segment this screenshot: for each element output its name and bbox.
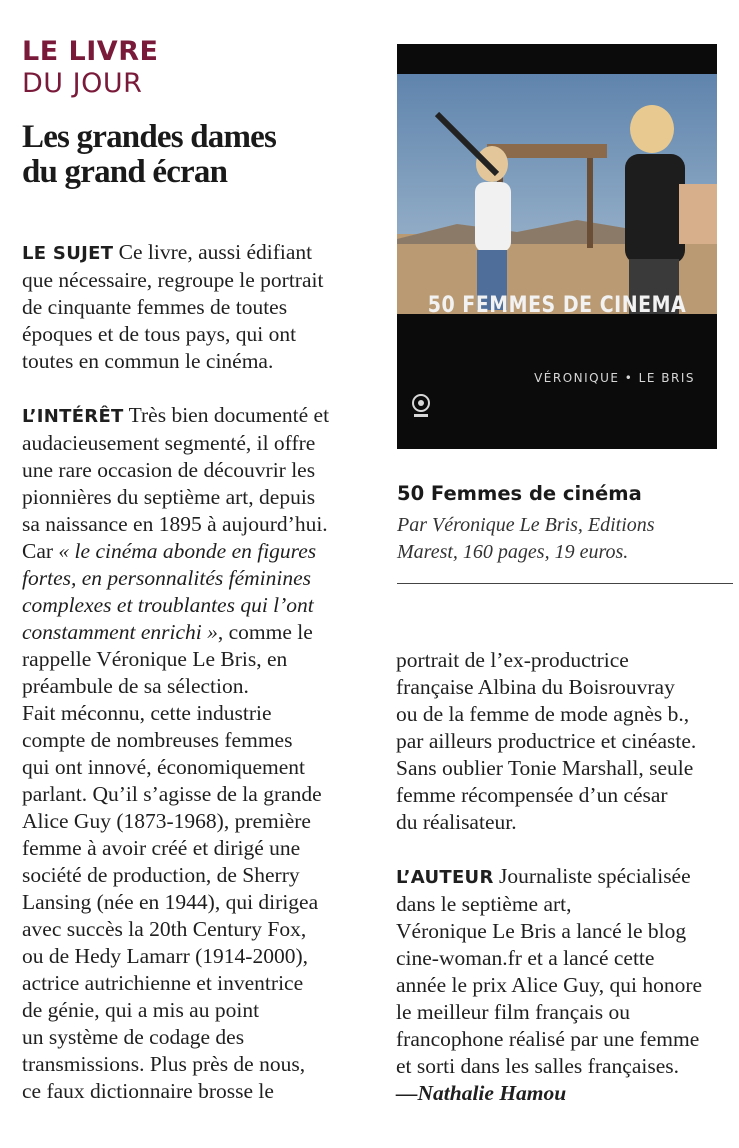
text-line: portrait de l’ex-productrice bbox=[396, 648, 629, 672]
right-column bbox=[396, 647, 739, 1107]
text-line: Sans oublier Tonie Marshall, seule bbox=[396, 756, 694, 780]
text-line: Ce livre, aussi édifiant bbox=[113, 240, 313, 264]
text-line: sa naissance en 1895 à aujourd’hui. bbox=[22, 512, 328, 536]
text-line: Très bien documenté et bbox=[123, 403, 330, 427]
text-line: parlant. Qu’il s’agisse de la grande bbox=[22, 782, 322, 806]
caption-divider bbox=[397, 583, 733, 584]
text-line: toutes en commun le cinéma. bbox=[22, 349, 274, 373]
text-line: année le prix Alice Guy, qui honore bbox=[396, 973, 703, 997]
text-line: de cinquante femmes de toutes bbox=[22, 295, 288, 319]
quote-line: complexes et troublantes qui l’ont bbox=[22, 593, 314, 617]
text-line: Journaliste spécialisée bbox=[493, 864, 691, 888]
text-line: par ailleurs productrice et cinéaste. bbox=[396, 729, 697, 753]
publisher-logo-icon bbox=[407, 392, 435, 420]
book-cover-image bbox=[397, 44, 717, 449]
quote-line: « le cinéma abonde en figures bbox=[58, 539, 317, 563]
text-line: actrice autrichienne et inventrice bbox=[22, 971, 304, 995]
interest-lead: L’INTÉRÊT bbox=[22, 406, 124, 427]
text-line: avec succès la 20th Century Fox, bbox=[22, 917, 307, 941]
text-line: que nécessaire, regroupe le portrait bbox=[22, 268, 324, 292]
text-line: transmissions. Plus près de nous, bbox=[22, 1052, 306, 1076]
text-line: société de production, de Sherry bbox=[22, 863, 300, 887]
text-line: Alice Guy (1873-1968), première bbox=[22, 809, 311, 833]
text-line: de génie, qui a mis au point bbox=[22, 998, 260, 1022]
text-line: française Albina du Boisrouvray bbox=[396, 675, 675, 699]
cover-title: 50 FEMMES DE CINEMA bbox=[427, 292, 687, 318]
text-line: Car bbox=[22, 539, 59, 563]
text-line: époques et de tous pays, qui ont bbox=[22, 322, 297, 346]
author-lead: L’AUTEUR bbox=[396, 867, 494, 888]
kicker-line-2: DU JOUR bbox=[22, 68, 143, 99]
text-line: dans le septième art, bbox=[396, 892, 572, 916]
caption-line: Marest, 160 pages, 19 euros. bbox=[397, 541, 629, 563]
subject-paragraph bbox=[22, 239, 372, 375]
interest-paragraph bbox=[22, 402, 372, 1105]
caption-line: Par Véronique Le Bris, Editions bbox=[397, 514, 655, 536]
text-line: Véronique Le Bris a lancé le blog bbox=[396, 919, 687, 943]
subject-lead: LE SUJET bbox=[22, 243, 114, 264]
book-info-caption bbox=[397, 512, 727, 566]
left-column bbox=[22, 239, 372, 1105]
byline-signature: —Nathalie Hamou bbox=[396, 1081, 567, 1105]
continuation-paragraph bbox=[396, 647, 739, 836]
headline-line-1: Les grandes dames bbox=[22, 119, 277, 155]
text-line: du réalisateur. bbox=[396, 810, 517, 834]
text-line: audacieusement segmenté, il offre bbox=[22, 431, 316, 455]
text-line: et sorti dans les salles françaises. bbox=[396, 1054, 679, 1078]
text-line: Fait méconnu, cette industrie bbox=[22, 701, 272, 725]
text-line: ou de Hedy Lamarr (1914-2000), bbox=[22, 944, 308, 968]
headline-line-2: du grand écran bbox=[22, 154, 228, 190]
cover-photo bbox=[397, 74, 717, 314]
text-line: préambule de sa sélection. bbox=[22, 674, 249, 698]
text-line: ce faux dictionnaire brosse le bbox=[22, 1079, 274, 1103]
text-line: compte de nombreuses femmes bbox=[22, 728, 293, 752]
text-line: qui ont innové, économiquement bbox=[22, 755, 306, 779]
text-line: rappelle Véronique Le Bris, en bbox=[22, 647, 288, 671]
author-paragraph bbox=[396, 863, 739, 1107]
text-line: cine-woman.fr et a lancé cette bbox=[396, 946, 655, 970]
quote-line: fortes, en personnalités féminines bbox=[22, 566, 312, 590]
cover-author: VÉRONIQUE • LE BRIS bbox=[534, 371, 695, 385]
text-line: femme récompensée d’un césar bbox=[396, 783, 668, 807]
text-line: , comme le bbox=[217, 620, 313, 644]
section-kicker bbox=[22, 36, 158, 100]
article-headline bbox=[22, 120, 362, 190]
kicker-line-1: LE LIVRE bbox=[22, 36, 159, 67]
text-line: Lansing (née en 1944), qui dirigea bbox=[22, 890, 319, 914]
text-line: ou de la femme de mode agnès b., bbox=[396, 702, 690, 726]
book-title-caption: 50 Femmes de cinéma bbox=[397, 482, 642, 505]
text-line: une rare occasion de découvrir les bbox=[22, 458, 316, 482]
text-line: femme à avoir créé et dirigé une bbox=[22, 836, 301, 860]
text-line: le meilleur film français ou bbox=[396, 1000, 631, 1024]
text-line: un système de codage des bbox=[22, 1025, 245, 1049]
quote-line: constamment enrichi » bbox=[22, 620, 218, 644]
text-line: francophone réalisé par une femme bbox=[396, 1027, 700, 1051]
text-line: pionnières du septième art, depuis bbox=[22, 485, 316, 509]
